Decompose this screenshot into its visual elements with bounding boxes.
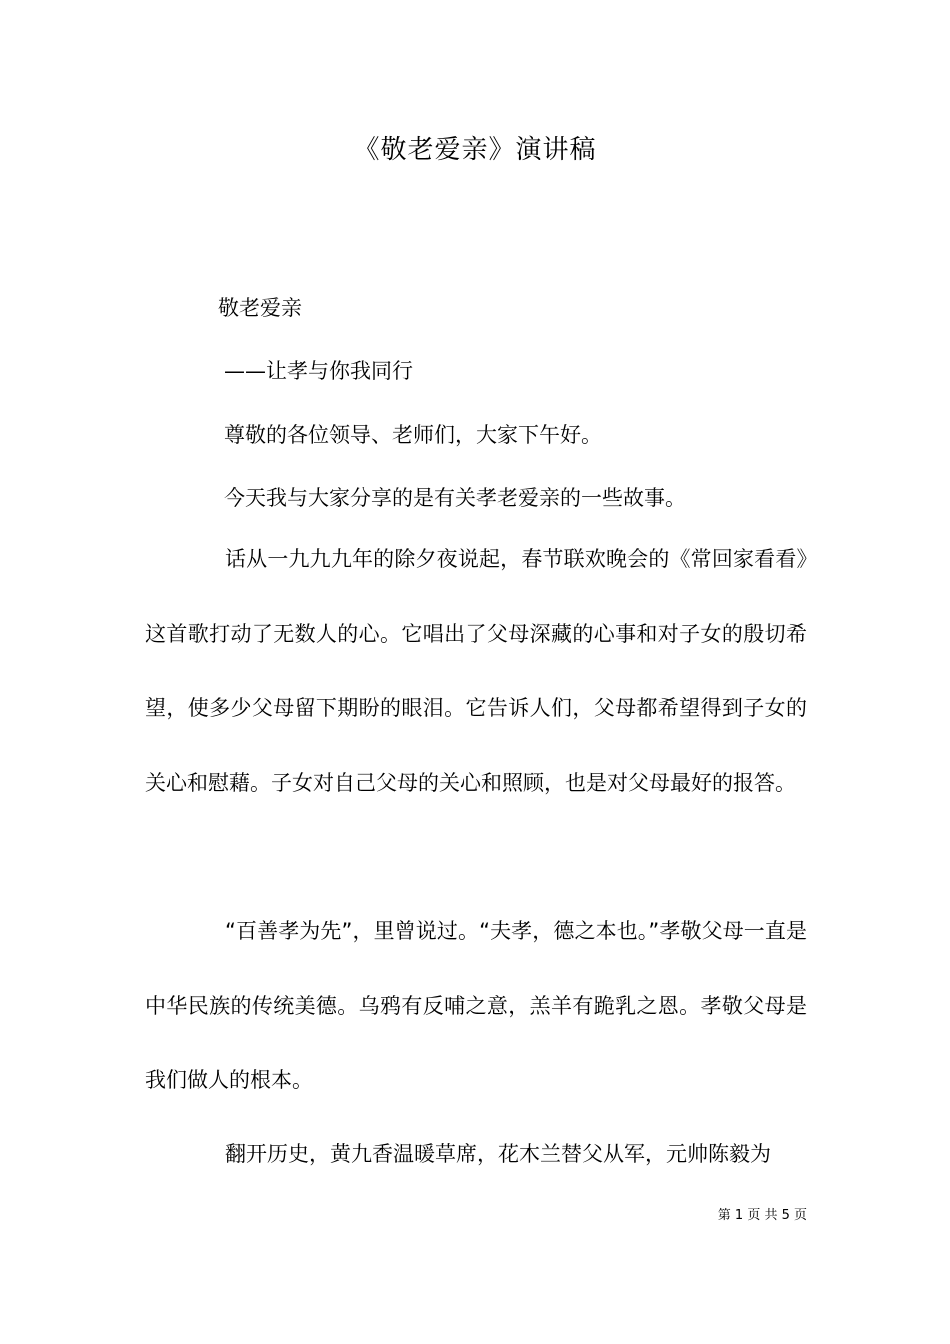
paragraph-2: “百善孝为先”，里曾说过。“夫孝，德之本也。”孝敬父母一直是中华民族的传统美德。乌鸦有反哺之意，羔羊有跪乳之恩。孝敬父母是我们做人的根本。 — [145, 919, 807, 1092]
speech-subheading: ——让孝与你我同行 — [224, 359, 413, 383]
paragraph-3: 翻开历史，黄九香温暖草席，花木兰替父从军，元帅陈毅为 — [225, 1142, 771, 1166]
paragraph-1: 话从一九九九年的除夕夜说起，春节联欢晚会的《常回家看看》这首歌打动了无数人的心。它唱出了父母深藏的心事和对子女的殷切希望，使多少父母留下期盼的眼泪。它告诉人们，父母都希望得到子女的关心和慰藉。子女对自己父母的关心和照顾，也是对父母最好的报答。 — [145, 547, 807, 795]
document-title: 《敬老爱亲》演讲稿 — [353, 135, 597, 165]
page-number: 第 1 页 共 5 页 — [717, 1208, 807, 1223]
speech-heading: 敬老爱亲 — [218, 296, 302, 320]
intro-line: 今天我与大家分享的是有关孝老爱亲的一些故事。 — [224, 486, 686, 510]
greeting-line: 尊敬的各位领导、老师们，大家下午好。 — [224, 423, 602, 447]
